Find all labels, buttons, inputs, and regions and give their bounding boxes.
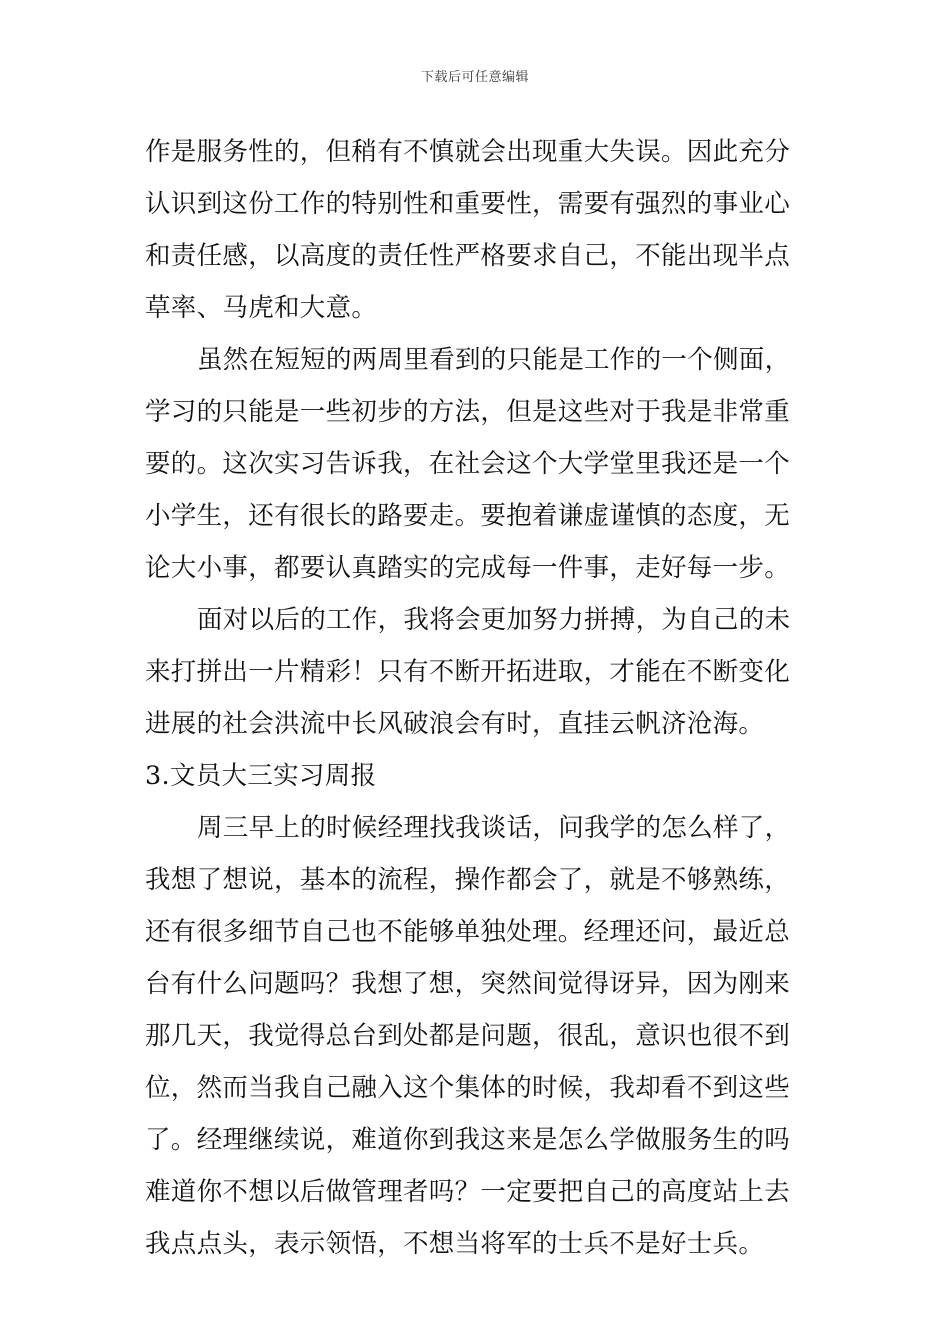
text-line: 进展的社会洪流中长风破浪会有时，直挂云帆济沧海。 bbox=[145, 709, 765, 739]
document-body bbox=[145, 126, 807, 1270]
paragraph-first-line: 面对以后的工作，我将会更加努力拼搏，为自己的未 bbox=[197, 605, 791, 635]
text-line: 台有什么问题吗？我想了想，突然间觉得讶异，因为刚来 bbox=[145, 969, 791, 999]
text-line: 和责任感，以高度的责任性严格要求自己，不能出现半点 bbox=[145, 241, 791, 271]
text-line: 草率、马虎和大意。 bbox=[145, 293, 378, 323]
text-line: 学习的只能是一些初步的方法，但是这些对于我是非常重 bbox=[145, 397, 791, 427]
text-line: 认识到这份工作的特别性和重要性，需要有强烈的事业心 bbox=[145, 189, 791, 219]
text-line: 小学生，还有很长的路要走。要抱着谦虚谨慎的态度，无 bbox=[145, 501, 791, 531]
text-line: 位，然而当我自己融入这个集体的时候，我却看不到这些 bbox=[145, 1073, 791, 1103]
text-line: 来打拼出一片精彩！只有不断开拓进取，才能在不断变化 bbox=[145, 657, 791, 687]
text-line: 了。经理继续说，难道你到我这来是怎么学做服务生的吗 bbox=[145, 1125, 791, 1155]
text-line: 难道你不想以后做管理者吗？一定要把自己的高度站上去 bbox=[145, 1177, 791, 1207]
page-header-note: 下载后可任意编辑 bbox=[420, 70, 529, 85]
text-line: 作是服务性的，但稍有不慎就会出现重大失误。因此充分 bbox=[145, 137, 791, 167]
text-line: 我想了想说，基本的流程，操作都会了，就是不够熟练， bbox=[145, 865, 791, 895]
text-line: 要的。这次实习告诉我，在社会这个大学堂里我还是一个 bbox=[145, 449, 791, 479]
text-line: 论大小事，都要认真踏实的完成每一件事，走好每一步。 bbox=[145, 553, 791, 583]
paragraph-first-line: 虽然在短短的两周里看到的只能是工作的一个侧面， bbox=[197, 345, 791, 375]
paragraph-first-line: 周三早上的时候经理找我谈话，问我学的怎么样了， bbox=[197, 813, 791, 843]
section-heading: 3.文员大三实习周报 bbox=[145, 761, 377, 791]
text-line: 那几天，我觉得总台到处都是问题，很乱，意识也很不到 bbox=[145, 1021, 791, 1051]
text-line: 我点点头，表示领悟，不想当将军的士兵不是好士兵。 bbox=[145, 1229, 765, 1259]
text-line: 还有很多细节自己也不能够单独处理。经理还问，最近总 bbox=[145, 917, 791, 947]
